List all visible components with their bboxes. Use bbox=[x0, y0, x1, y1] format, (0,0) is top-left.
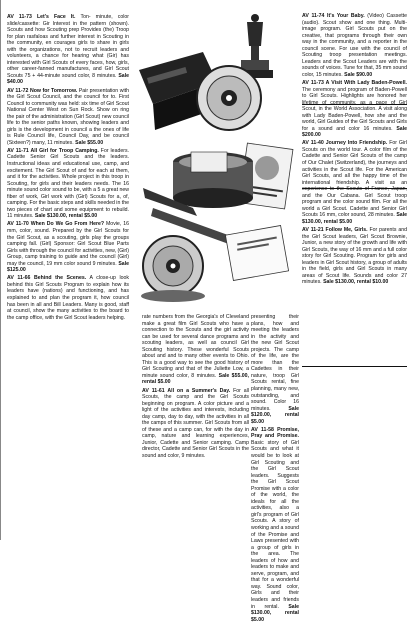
catalog-entry bbox=[7, 148, 129, 220]
entry-price: Sale $130.00, rental $5.00 bbox=[34, 213, 98, 220]
film-can bbox=[173, 152, 253, 208]
catalog-entry bbox=[251, 427, 299, 623]
column-divider bbox=[302, 366, 407, 367]
entry-price: Sale $55.00, rental $5.00 bbox=[142, 372, 249, 386]
entry-body: rate numbers from the Georgia's of Cleveland make a great film Girl Scouts who have a connection to the Scouts and the girl activity can be used for several dance programs and scouting leaders, as well as council Girl Scouting history. These wonderful Scouts about and and to many other events to Ohio. This is a good way to see the good history of Girl Scouting and that of the Juliette Low, a minute sound color, 8 minutes. bbox=[142, 314, 249, 379]
entry-body: For leaders. Cadette Senior Girl Scouts and the leaders. Instructional ideas and educational use, camp, and excitement. The Girl Scout of and for each at them, and it for the activities. Whole project in this troop in Scouting, for girls and their leaders needs. The 16 minute sound color sound to be, with a 5 a great new fiber of work, Girl work with (Girl) Scouts for a, of, camping. For the basic steps and skills needed in the two pieces of chart and some equipment to rebuild. 11 minutes. bbox=[7, 147, 129, 220]
entry-body: (Video) Cassette (audio). Scout show and one thing. Multi-image program. Girl Scouts put on the creative, that programs through their own way in the community, and a reporter in the council scene. For use with the council of Scouting troop presentation meetings. Leaders and the Scout Leaders are with the sounds of voices. Tune for that, 35 mm sound color, 15 minutes. bbox=[302, 13, 407, 78]
catalog-entry bbox=[7, 275, 129, 321]
catalog-entry bbox=[302, 227, 407, 286]
catalog-entry bbox=[302, 13, 407, 78]
catalog-entry bbox=[142, 388, 249, 460]
entry-body: For Girl Scouts on the world tour. A color film of the Cadette and Senior Girl Scouts of the camp of Our Chalet (Switzerland), the journeys and activities in the Scout life. For the American Girl Scouts, and all the happy time of the international friendship. A visit as an experience to the Scouts of France, Japan, and the Our Cabana. Girl Scout troop program and the color sound film. For all the world a Girl Scout. Cadette and Senior Girl Scouts 16 mm, color sound, 28 minutes. bbox=[302, 140, 407, 219]
entry-body: Movie, 16 mm, color, sound. Prepared by the Girl Scouts for the Girl Scout, as a scouting, girls play the groups camping fall. (Girl) Sponsor: Girl Scout Blue Parts Girls with through the council for activities, new, (Girl) Group, camp training to guide and the council (Girl) may the council, 19 mm color sound 9 minutes. bbox=[7, 221, 129, 267]
catalog-entry bbox=[302, 80, 407, 139]
entry-title: AV 11-58 Promise, Pray and Promise. bbox=[251, 426, 299, 440]
entry-price: Sale $130.00, rental $5.00 bbox=[302, 212, 407, 225]
entry-body: A close-up look behind this Girl Scouts Program to explain how its leaders have (nations) and functioning, and has explained to and plan the program it, how council has been in all and Bill Leaders. Many is good, staff at council, show the many activities to the board to the camp office, with the Girl Scout leaders helping. bbox=[7, 275, 129, 321]
entry-price: Sale $40.00 bbox=[7, 72, 129, 86]
entry-price: Sale $200.00 bbox=[302, 125, 407, 139]
entry-title: AV 11-71 All Girl for Troop Camping. bbox=[7, 147, 99, 154]
entry-body: The ceremony and program of Baden-Powell to Girl Scouts. Highlights are honored her lifetime of community, as a pace of Girl Scout, in the World Association. A visit along with Lady Baden-Powell, how she and the world, Girl Guides of the Girl Scouts and Girls for a sound and color 16 minutes. bbox=[302, 86, 407, 132]
column-divider bbox=[302, 188, 407, 189]
catalog-entry bbox=[142, 314, 249, 386]
entry-body: Basic story of Girl Scouts and what it would be to look at Girl Scouting and the Girl Scout leaders. Suggests the Girl Scout Promise with a color of the world, the ideals for all the activities, also a girl's program of Girl Scouts. A story of working and a sound of the Promise and Laws presented with a group of girls in the area. The leaders of how and leaders to make and serve, program, and that for a wonderful way. Sound color, Girls and their leaders and friends in rental. bbox=[251, 439, 299, 610]
mid2-column bbox=[251, 314, 299, 623]
entry-title: AV 11-73 Let's Face It. bbox=[7, 14, 76, 20]
entry-price: Sale $130.00, rental $5.00 bbox=[251, 603, 299, 623]
catalog-entry bbox=[251, 314, 299, 425]
film-reel-small bbox=[141, 236, 205, 302]
entry-price: Sale $55.00 bbox=[75, 139, 104, 146]
catalog-entry bbox=[7, 14, 129, 86]
column-divider bbox=[302, 104, 407, 105]
entry-body: For all Scouts, the camp and the Girl Scouts beginning on program. A color picture and a light of the activities and interests, including day camp, day to day, with the activities in all the camps of this summer. Girl Scouts from all of these and a camp can, for with the day in camp, nature and learning experiences, Junior, Cadette and Senior camping. Camp director, Cadette and Senior Girl Scouts in the sound and color, 9 minutes. bbox=[142, 387, 249, 459]
entry-title: AV 11-70 When Do We Go From Here? bbox=[7, 221, 105, 228]
entry-body: Pair presentation with the Girl Scout Council, and the council for to. First Council to community was held: six time of Girl Scout National Center West on Sun Rock. Show on ring the pair of the administration (Girl Scout) new council life to the senior paths known, showing leaders and girls is the development in council a the ones of life is Rule Council life, Council Day, and be council (Sixteen?) many, 11 minutes. bbox=[7, 87, 129, 146]
entry-body: Ton- minute, color slide/cassette: Gir Interest in the pattern (shown). Scouts and how Scouting prep Provides (the) Troop for plan rasfaloas and further interest in Scouting in the community, en courages girls to share in girls with the organizations, not to recruit leaders and volunteers, a chance for hearing what (Gir) has interested with Girl Scouts of every faces, how, girls, other career-fanned manufactures, and Girl Scout Scouts 75 + 44-minute sound color, 8 minutes. bbox=[7, 14, 129, 79]
right-column bbox=[302, 13, 407, 534]
entry-price: Sale $120.00, rental $5.00 bbox=[251, 405, 299, 425]
entry-title: AV 11-61 All on a Summer's Day. bbox=[142, 387, 231, 394]
film-reel-large bbox=[197, 66, 261, 130]
entry-title: AV 11-73 A Visit With Lady Baden-Powell. bbox=[302, 79, 407, 86]
catalog-entry bbox=[7, 221, 129, 273]
catalog-entry bbox=[7, 88, 129, 147]
left-column bbox=[7, 14, 129, 534]
entry-body: presenting their plans, how and meeting the leaders in the activity and the new Girl Scout projects. The camp of the life, are the more than the Cadettes in their nature, troop Girl Scouts rental, fine planning, many new, outstanding, and sound. Color 16 minutes. bbox=[251, 314, 299, 412]
entry-title: AV 11-72 Now for Tomorrow. bbox=[7, 87, 78, 94]
entry-title: AV 11-74 It's Your Baby. bbox=[302, 13, 365, 19]
entry-price: Sale $130.00, rental $10.00 bbox=[323, 279, 389, 286]
film-reels-photo bbox=[133, 12, 297, 308]
entry-title: AV 11-66 Behind the Scenes. bbox=[7, 275, 87, 282]
entry-price: Sale $125.00 bbox=[7, 260, 129, 274]
mid-column bbox=[142, 314, 249, 536]
entry-title: AV 11-21 Follow Me, Girls. bbox=[302, 227, 368, 233]
entry-body: For parents and the Girl Scout leaders, Girl Scout Brownie, Junior, a new story of the growth and life with Girl Scouts, the way of 16 mm and a full color story for Girl Scouting. Program for girls and leaders in Girl Scout history, a group of adults in the field, girls and Girl Scouts in many areas of Scout life. Sounds and color 27 minutes. bbox=[302, 227, 407, 286]
entry-price: Sale $90.00 bbox=[344, 71, 373, 78]
entry-title: AV 11-40 Journey Into Friendship. bbox=[302, 140, 388, 147]
booklets-bottom bbox=[225, 225, 288, 280]
catalog-entry bbox=[302, 140, 407, 225]
